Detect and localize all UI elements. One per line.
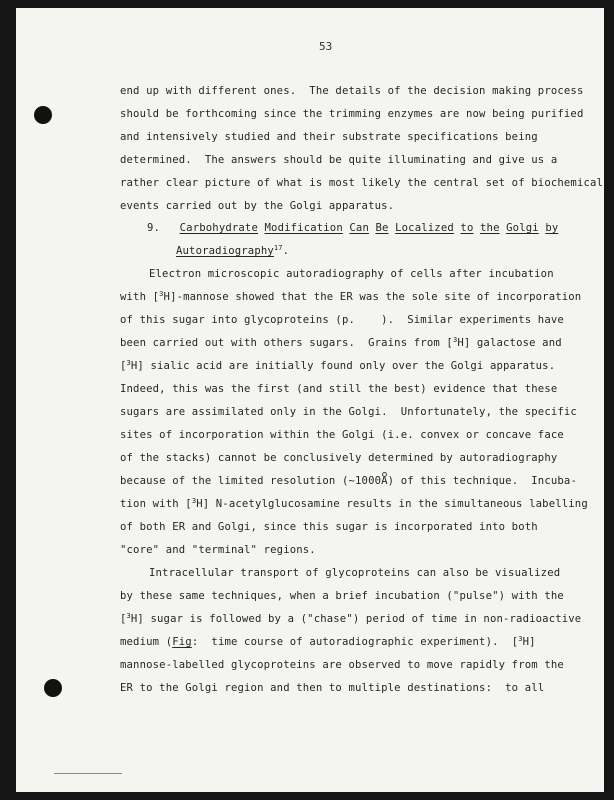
text-line: because of the limited resolution (~1000A) of this technique. Incuba- xyxy=(120,475,577,487)
heading-word: Autoradiography xyxy=(176,245,274,257)
isotope-superscript: 3 xyxy=(452,336,458,344)
angstrom-symbol: A xyxy=(381,475,388,487)
text-line: ER to the Golgi region and then to multiple destinations: to all xyxy=(120,682,545,694)
text-line: mannose-labelled glycoproteins are observed to move rapidly from the xyxy=(120,659,564,671)
binder-hole xyxy=(34,106,52,124)
text-line: rather clear picture of what is most likely the central set of biochemical xyxy=(120,177,604,189)
text-line: "core" and "terminal" regions. xyxy=(120,544,316,556)
section-number: 9. xyxy=(147,222,161,234)
text-line: medium (Fig: time course of autoradiographic experiment). [$^3$H] xyxy=(120,635,536,648)
isotope-superscript: 3 xyxy=(159,290,164,298)
figure-reference: Fig xyxy=(172,636,192,648)
text-line: by these same techniques, when a brief incubation ("pulse") with the xyxy=(120,590,564,602)
section-heading xyxy=(147,222,558,234)
text-line: tion with [$^3$H] N-acetylglucosamine results in the simultaneous labelling xyxy=(120,497,588,510)
text-line: been carried out with others sugars. Grains from [$^3$H] galactose and xyxy=(120,336,562,349)
heading-word: Be xyxy=(375,222,389,234)
text-line: of the stacks) cannot be conclusively determined by autoradiography xyxy=(120,452,558,464)
text-line: Indeed, this was the first (and still the best) evidence that these xyxy=(120,383,558,395)
heading-word: Carbohydrate xyxy=(179,222,258,234)
text-line: and intensively studied and their substrate specifications being xyxy=(120,131,538,143)
text-line: Intracellular transport of glycoproteins can also be visualized xyxy=(149,567,561,579)
text-line: [$^3$H] sugar is followed by a ("chase") period of time in non-radioactive xyxy=(120,612,582,625)
isotope-superscript: 3 xyxy=(126,612,131,620)
binder-hole xyxy=(44,679,62,697)
text-line: of this sugar into glycoproteins (p. ). Similar experiments have xyxy=(120,314,564,326)
text-line: end up with different ones. The details of the decision making process xyxy=(120,85,584,97)
text-line: [$^3$H] sialic acid are initially found only over the Golgi apparatus. xyxy=(120,359,556,372)
text-line: determined. The answers should be quite illuminating and give us a xyxy=(120,154,558,166)
heading-word: to xyxy=(460,222,474,234)
text-line: events carried out by the Golgi apparatus. xyxy=(120,200,395,212)
document-page xyxy=(16,8,604,792)
heading-word: Golgi xyxy=(506,222,539,234)
footer-rule xyxy=(54,773,122,774)
text-line: sugars are assimilated only in the Golgi. Unfortunately, the specific xyxy=(120,406,577,418)
isotope-superscript: 3 xyxy=(126,359,131,367)
page-number: 53 xyxy=(319,40,333,53)
footnote-ref: 17 xyxy=(273,244,283,252)
text-line: Electron microscopic autoradiography of cells after incubation xyxy=(149,268,554,280)
heading-word: by xyxy=(545,222,559,234)
heading-word: Can xyxy=(349,222,369,234)
text-line: with [$^3$H]-mannose showed that the ER was the sole site of incorporation xyxy=(120,290,582,303)
isotope-superscript: 3 xyxy=(191,497,197,505)
text-line: of both ER and Golgi, since this sugar is incorporated into both xyxy=(120,521,538,533)
text-line: sites of incorporation within the Golgi (i.e. convex or concave face xyxy=(120,429,564,441)
heading-word: the xyxy=(480,222,500,234)
section-heading-line2: Autoradiography$^{17}$. xyxy=(176,244,290,257)
text-line: should be forthcoming since the trimming enzymes are now being purified xyxy=(120,108,584,120)
heading-word: Modification xyxy=(264,222,343,234)
isotope-superscript: 3 xyxy=(518,635,523,643)
heading-word: Localized xyxy=(395,222,454,234)
